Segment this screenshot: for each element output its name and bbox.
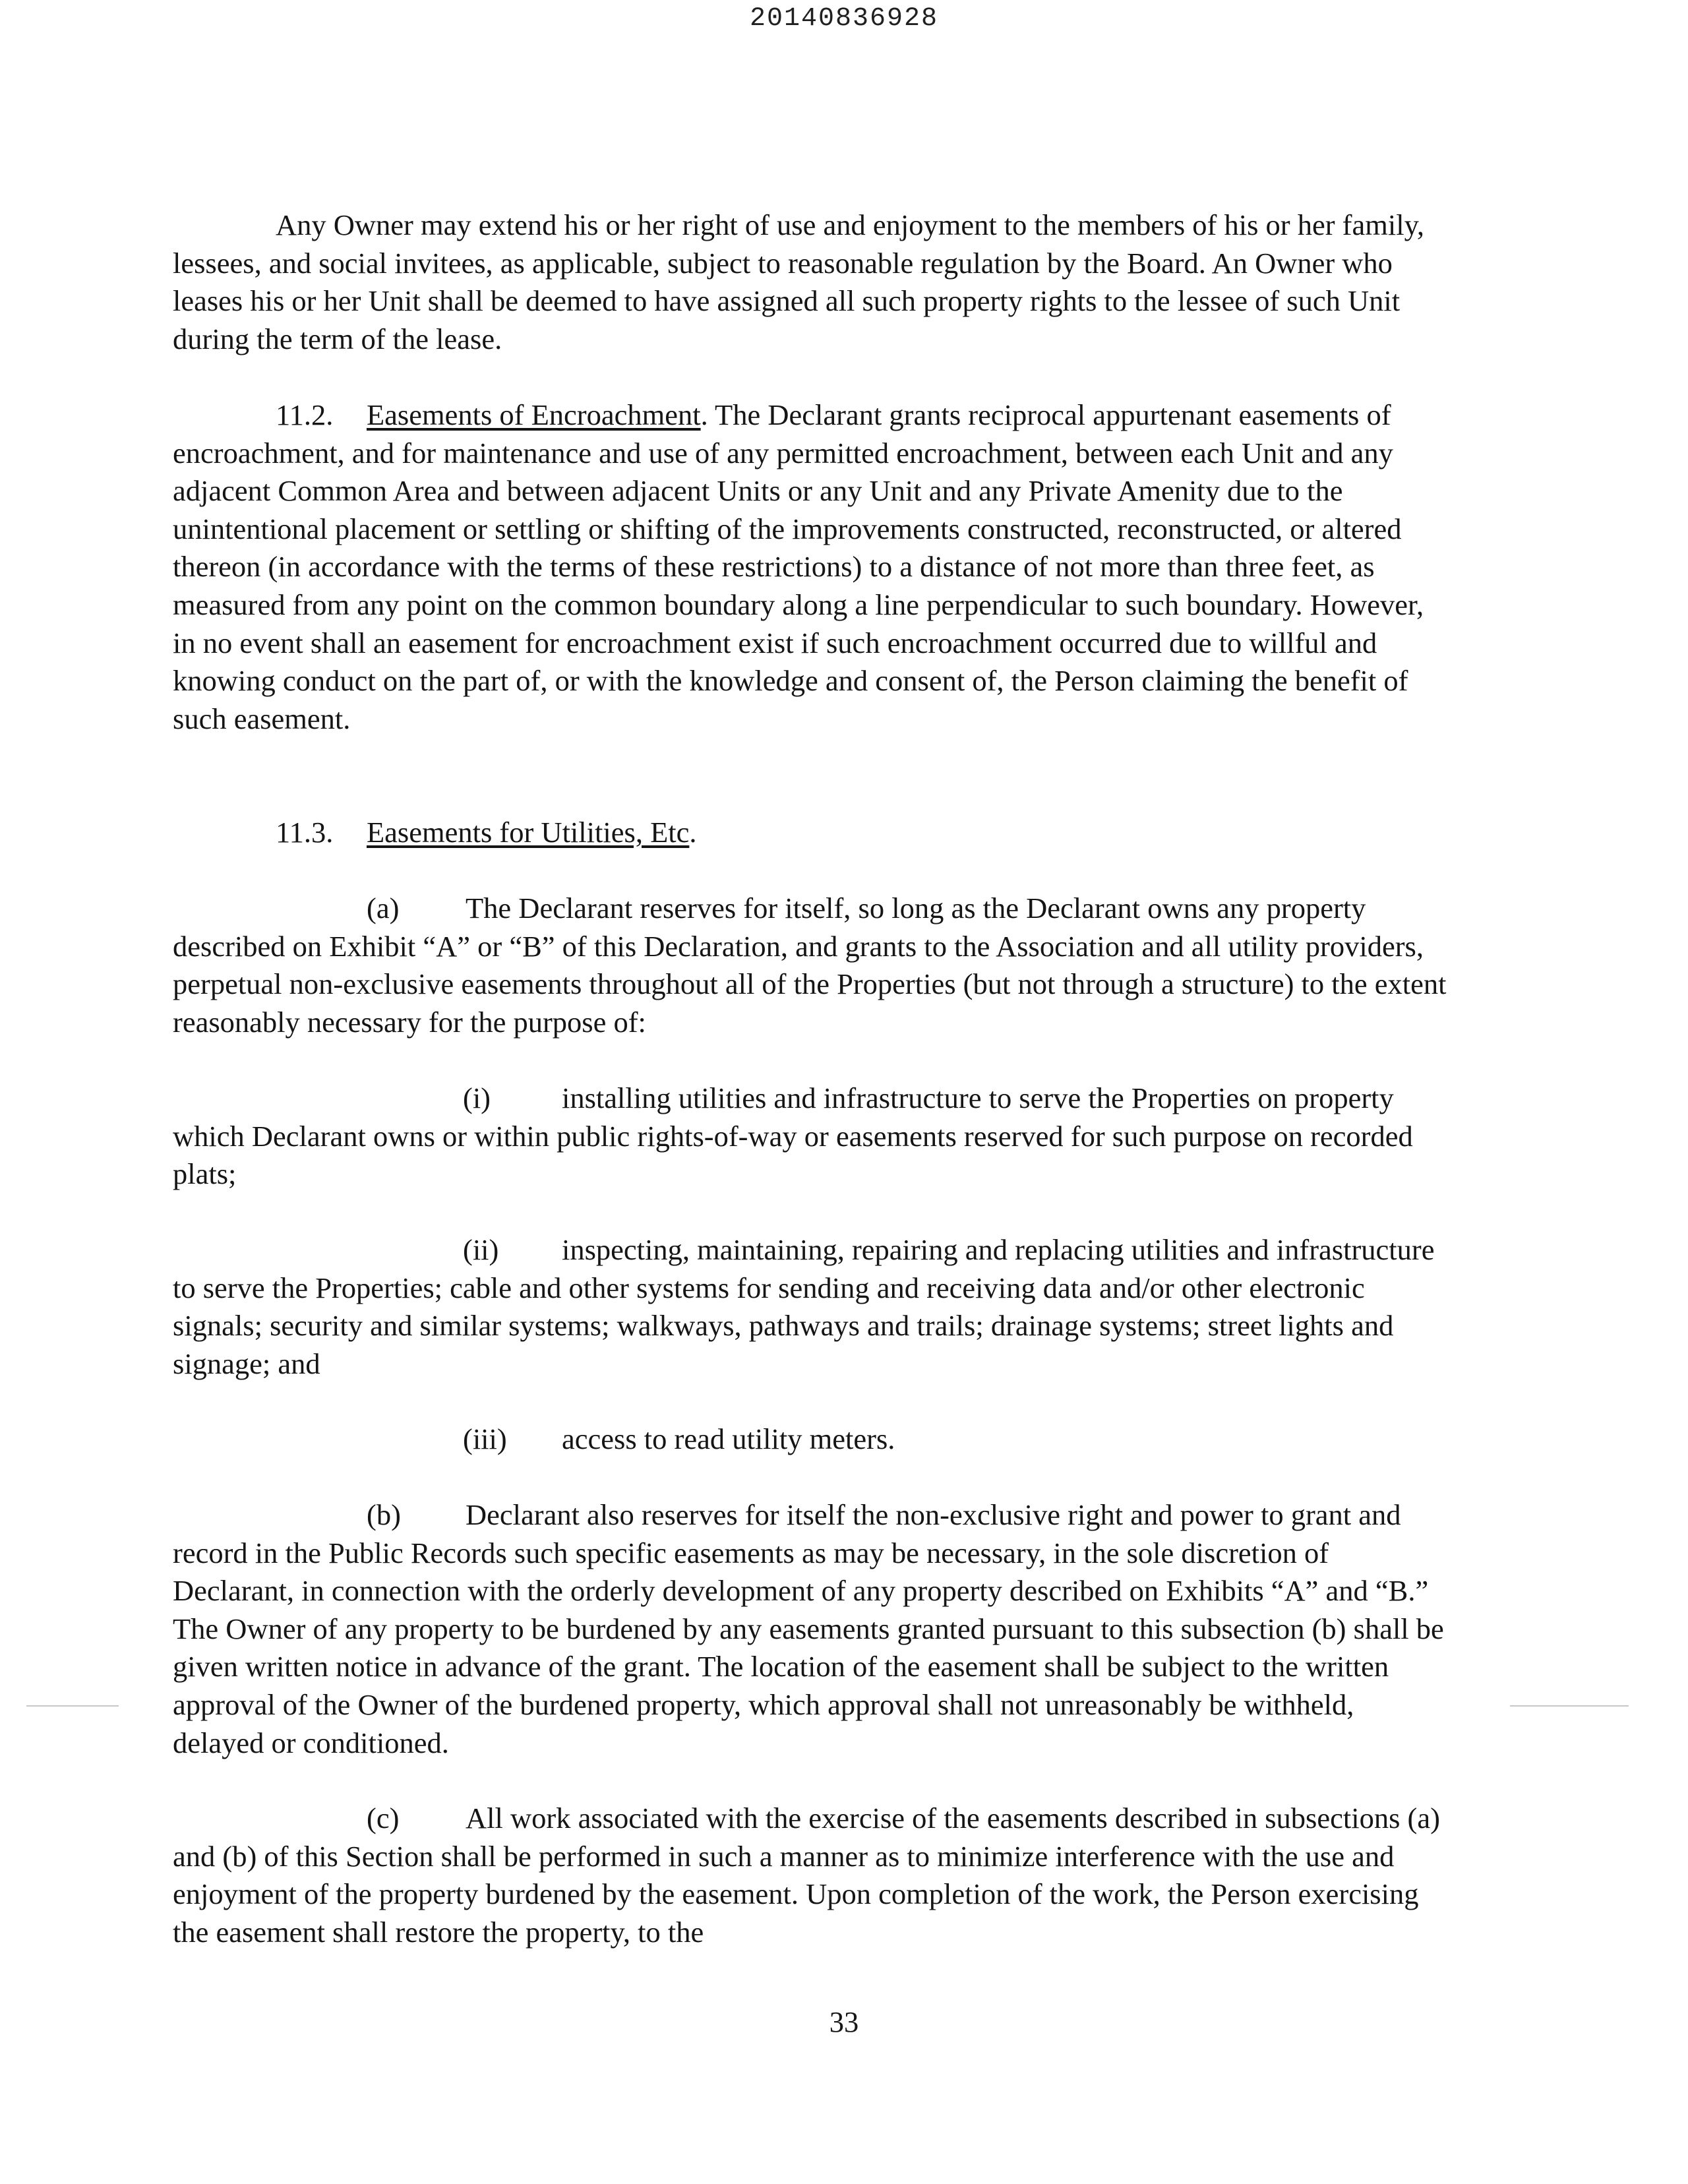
item-text: access to read utility meters. — [562, 1422, 895, 1455]
section-11-3-heading — [173, 814, 1452, 852]
section-title: Easements of Encroachment — [367, 398, 701, 431]
item-label: (ii) — [463, 1233, 499, 1266]
subsection-label: (c) — [367, 1802, 400, 1835]
scan-artifact-left — [26, 1705, 119, 1707]
subsection-text: All work associated with the exercise of the easements described in subsections (a) and (b) of this Section shall be performed in such a manner as to minimize interference with the use and enjoyment of the property burdened by the easement. Upon completion of the work, the Person exercising the easement shall restore the property, to the — [173, 1802, 1440, 1949]
section-number: 11.3. — [276, 816, 334, 849]
section-body: . The Declarant grants reciprocal appurtenant easements of encroachment, and for maintenance and use of any permitted encroachment, between each Unit and any adjacent Common Area and between adjacent Units or any Unit and any Private Amenity due to the unintentional placement or settling or shifting of the improvements constructed, reconstructed, or altered thereon (in accordance with the terms of these restrictions) to a distance of not more than three feet, as measured from any point on the common boundary along a line perpendicular to such boundary. However, in no event shall an easement for encroachment exist if such encroachment occurred due to willful and knowing conduct on the part of, or with the knowledge and consent of, the Person claiming the benefit of such easement. — [173, 398, 1424, 735]
item-i — [173, 1079, 1452, 1194]
subsection-label: (a) — [367, 892, 400, 925]
item-iii — [463, 1420, 895, 1459]
document-number: 20140836928 — [749, 4, 939, 34]
scan-artifact-right — [1510, 1705, 1629, 1707]
item-label: (i) — [463, 1081, 491, 1114]
section-11-2 — [173, 396, 1452, 738]
paragraph-owner-extend-rights: Any Owner may extend his or her right of use and enjoyment to the members of his or her family, lessees, and social invitees, as applicable, subject to reasonable regulation by the Board. An Owner who leases his or her Unit shall be deemed to have assigned all such property rights to the lessee of such Unit during the term of the lease. — [173, 208, 1425, 355]
section-title-period: . — [689, 816, 697, 849]
item-text: inspecting, maintaining, repairing and replacing utilities and infrastructure to serve the Properties; cable and other systems for sending and receiving data and/or other electronic signals; security and similar systems; walkways, pathways and trails; drainage systems; street lights and signage; and — [173, 1233, 1435, 1380]
subsection-c — [173, 1800, 1452, 1951]
item-label: (iii) — [463, 1422, 507, 1455]
page-number: 33 — [829, 2005, 859, 2038]
item-ii — [173, 1231, 1452, 1383]
section-number: 11.2. — [276, 398, 334, 431]
section-title: Easements for Utilities, Etc — [367, 816, 690, 849]
subsection-label: (b) — [367, 1498, 401, 1531]
subsection-a — [173, 890, 1452, 1041]
subsection-text: Declarant also reserves for itself the non-exclusive right and power to grant and record in the Public Records such specific easements as may be necessary, in the sole discretion of Declarant, in connection with the orderly development of any property described on Exhibits “A” and “B.” The Owner of any property to be burdened by any easements granted pursuant to this subsection (b) shall be given written notice in advance of the grant. The location of the easement shall be subject to the written approval of the Owner of the burdened property, which approval shall not unreasonably be withheld, delayed or conditioned. — [173, 1498, 1444, 1759]
subsection-text: The Declarant reserves for itself, so long as the Declarant owns any property described on Exhibit “A” or “B” of this Declaration, and grants to the Association and all utility providers, perpetual non-exclusive easements throughout all of the Properties (but not through a structure) to the extent reasonably necessary for the purpose of: — [173, 892, 1447, 1039]
item-text: installing utilities and infrastructure to serve the Properties on property which Declarant owns or within public rights-of-way or easements reserved for such purpose on recorded plats; — [173, 1081, 1413, 1191]
subsection-b — [173, 1496, 1452, 1762]
